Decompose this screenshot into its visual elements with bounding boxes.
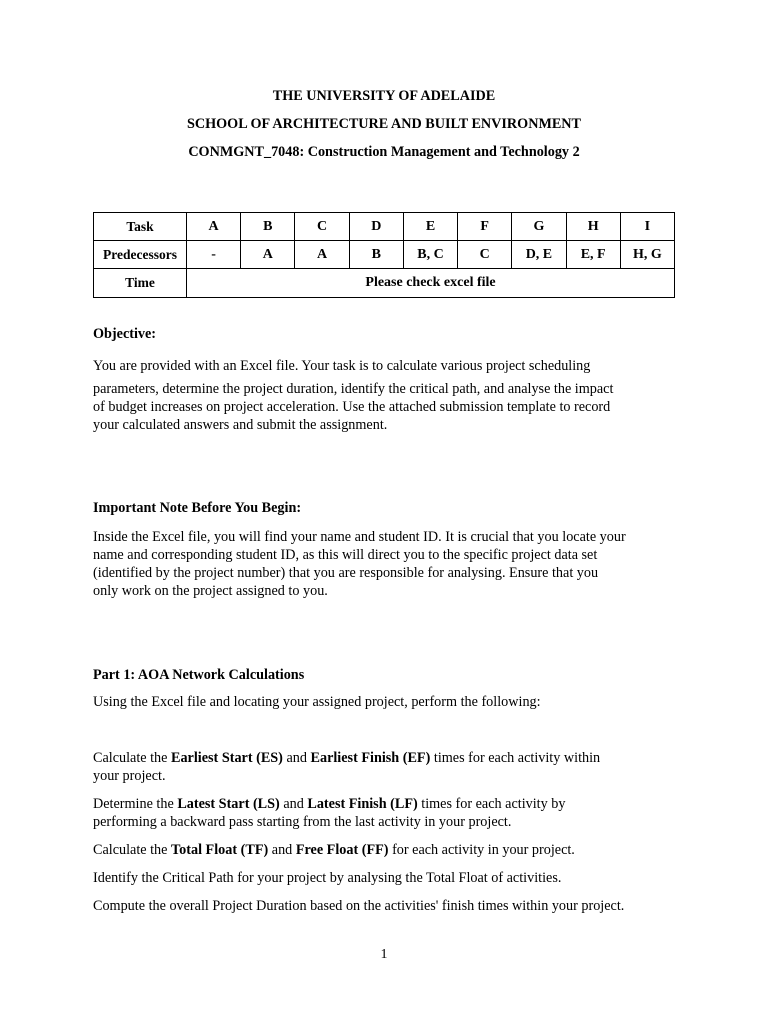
predecessor-cell: A (295, 241, 349, 269)
predecessor-cell: D, E (512, 241, 566, 269)
school-title: SCHOOL OF ARCHITECTURE AND BUILT ENVIRONMENT (186, 116, 582, 132)
task-cell: I (620, 213, 674, 241)
note-heading: Important Note Before You Begin: (93, 500, 302, 516)
task-item-critical-path: Identify the Critical Path for your project by analysing the Total Float of activities. (93, 870, 562, 886)
task-item-duration: Compute the overall Project Duration based on the activities' finish times within your project. (93, 898, 625, 914)
predecessor-cell: B, C (403, 241, 457, 269)
objective-line: parameters, determine the project duration, identify the critical path, and analyse the impact (93, 381, 614, 397)
task-cell: D (349, 213, 403, 241)
predecessor-cell: E, F (566, 241, 620, 269)
task-cell: B (241, 213, 295, 241)
task-cell: A (187, 213, 241, 241)
university-title: THE UNIVERSITY OF ADELAIDE (272, 88, 496, 104)
task-row-label: Task (94, 213, 187, 241)
task-cell: C (295, 213, 349, 241)
note-line: Inside the Excel file, you will find your name and student ID. It is crucial that you locate your (93, 529, 626, 545)
task-item-ls-lf: Determine the Latest Start (LS) and Latest Finish (LF) times for each activity by (93, 796, 566, 812)
task-item-es-ef-cont: your project. (93, 768, 166, 784)
time-row-label: Time (94, 269, 187, 298)
task-item-ls-lf-cont: performing a backward pass starting from the last activity in your project. (93, 814, 512, 830)
objective-line: of budget increases on project acceleration. Use the attached submission template to record (93, 399, 611, 415)
task-item-es-ef: Calculate the Earliest Start (ES) and Earliest Finish (EF) times for each activity within (93, 750, 601, 766)
predecessor-cell: C (458, 241, 512, 269)
predecessor-cell: - (187, 241, 241, 269)
task-row (94, 213, 675, 241)
course-title: CONMGNT_7048: Construction Management and Technology 2 (188, 144, 580, 160)
task-cell: G (512, 213, 566, 241)
objective-line: your calculated answers and submit the assignment. (93, 417, 388, 433)
part1-intro: Using the Excel file and locating your assigned project, perform the following: (93, 694, 541, 710)
predecessors-row (94, 241, 675, 269)
task-cell: F (458, 213, 512, 241)
objective-line: You are provided with an Excel file. Your task is to calculate various project scheduling (93, 358, 591, 374)
task-cell: H (566, 213, 620, 241)
task-item-floats: Calculate the Total Float (TF) and Free Float (FF) for each activity in your project. (93, 842, 575, 858)
task-table (93, 212, 675, 298)
note-line: (identified by the project number) that you are responsible for analysing. Ensure that you (93, 565, 599, 581)
predecessor-cell: B (349, 241, 403, 269)
time-row (94, 269, 675, 298)
page-number: 1 (380, 947, 388, 962)
predecessors-row-label: Predecessors (94, 241, 187, 269)
task-cell: E (403, 213, 457, 241)
predecessor-cell: H, G (620, 241, 674, 269)
objective-heading: Objective: (93, 326, 157, 342)
note-line: only work on the project assigned to you. (93, 583, 328, 599)
time-value: Please check excel file (187, 269, 675, 298)
note-line: name and corresponding student ID, as this will direct you to the specific project data set (93, 547, 598, 563)
predecessor-cell: A (241, 241, 295, 269)
part1-heading: Part 1: AOA Network Calculations (93, 667, 305, 683)
